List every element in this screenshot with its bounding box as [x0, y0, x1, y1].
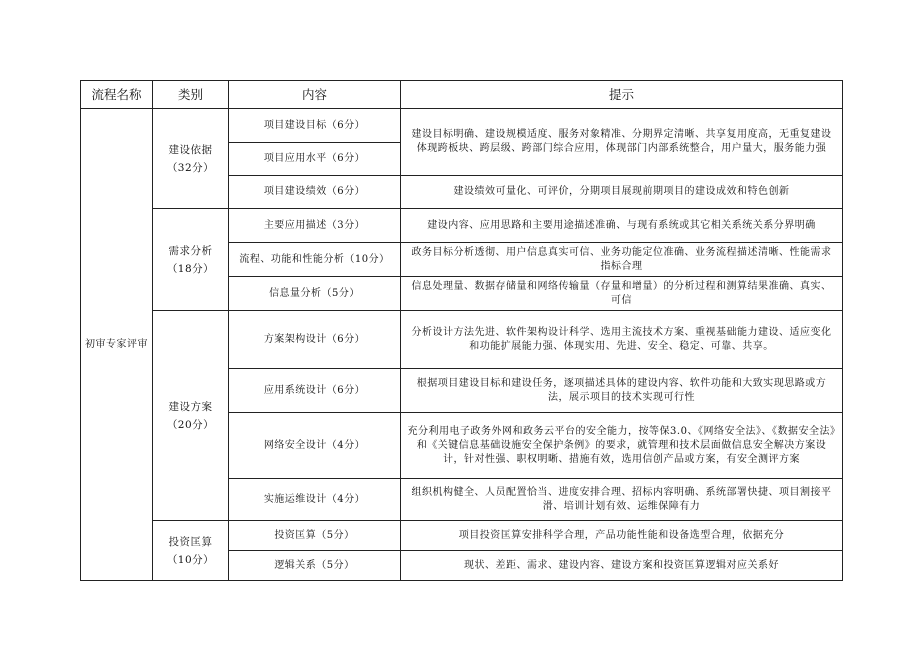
hint-cell: 组织机构健全、人员配置恰当、进度安排合理、招标内容明确、系统部署快捷、项目割接平滑、培训计划有效、运维保障有力 [401, 479, 843, 521]
hint-cell: 建设绩效可量化、可评价，分期项目展现前期项目的建设成效和特色创新 [401, 176, 843, 209]
hint-cell: 政务目标分析透彻、用户信息真实可信、业务功能定位准确、业务流程描述清晰、性能需求指标合理 [401, 243, 843, 277]
header-hint: 提示 [401, 81, 843, 109]
hint-cell: 建设目标明确、建设规模适度、服务对象精准、分期界定清晰、共享复用度高，无重复建设体现跨板块、跨层级、跨部门综合应用，体现部门内部系统整合，用户量大，服务能力强 [401, 109, 843, 176]
table-row [81, 109, 843, 143]
content-cell: 项目应用水平（6分） [229, 143, 401, 176]
content-cell: 逻辑关系（5分） [229, 551, 401, 581]
hint-cell: 现状、差距、需求、建设内容、建设方案和投资匡算逻辑对应关系好 [401, 551, 843, 581]
category-label: 建设方案（20分） [153, 311, 229, 521]
content-cell: 方案架构设计（6分） [229, 311, 401, 369]
content-cell: 实施运维设计（4分） [229, 479, 401, 521]
table-row [81, 521, 843, 551]
content-cell: 项目建设目标（6分） [229, 109, 401, 143]
table-row [81, 311, 843, 369]
content-cell: 应用系统设计（6分） [229, 369, 401, 413]
header-process: 流程名称 [81, 81, 153, 109]
category-label: 投资匡算（10分） [153, 521, 229, 581]
hint-cell: 充分利用电子政务外网和政务云平台的安全能力，按等保3.0、《网络安全法》、《数据安全法》和《关键信息基础设施安全保护条例》的要求，就管理和技术层面做信息安全解决方案设计，针对性强、职权明晰、措施有效，选用信创产品或方案，有安全测评方案 [401, 413, 843, 479]
hint-cell: 建设内容、应用思路和主要用途描述准确、与现有系统或其它相关系统关系分界明确 [401, 209, 843, 243]
header-category: 类别 [153, 81, 229, 109]
category-label: 需求分析（18分） [153, 209, 229, 311]
header-content: 内容 [229, 81, 401, 109]
content-cell: 主要应用描述（3分） [229, 209, 401, 243]
header-row [81, 81, 843, 109]
hint-cell: 信息处理量、数据存储量和网络传输量（存量和增量）的分析过程和测算结果准确、真实、可信 [401, 277, 843, 311]
content-cell: 投资匡算（5分） [229, 521, 401, 551]
content-cell: 流程、功能和性能分析（10分） [229, 243, 401, 277]
hint-cell: 分析设计方法先进、软件架构设计科学、选用主流技术方案、重视基础能力建设、适应变化和功能扩展能力强、体现实用、先进、安全、稳定、可靠、共享。 [401, 311, 843, 369]
process-name: 初审专家评审 [81, 109, 153, 581]
table-row [81, 209, 843, 243]
review-table [80, 80, 843, 581]
content-cell: 项目建设绩效（6分） [229, 176, 401, 209]
category-label: 建设依据（32分） [153, 109, 229, 209]
content-cell: 网络安全设计（4分） [229, 413, 401, 479]
content-cell: 信息量分析（5分） [229, 277, 401, 311]
hint-cell: 根据项目建设目标和建设任务，逐项描述具体的建设内容、软件功能和大致实现思路或方法，展示项目的技术实现可行性 [401, 369, 843, 413]
hint-cell: 项目投资匡算安排科学合理，产品功能性能和设备选型合理，依据充分 [401, 521, 843, 551]
